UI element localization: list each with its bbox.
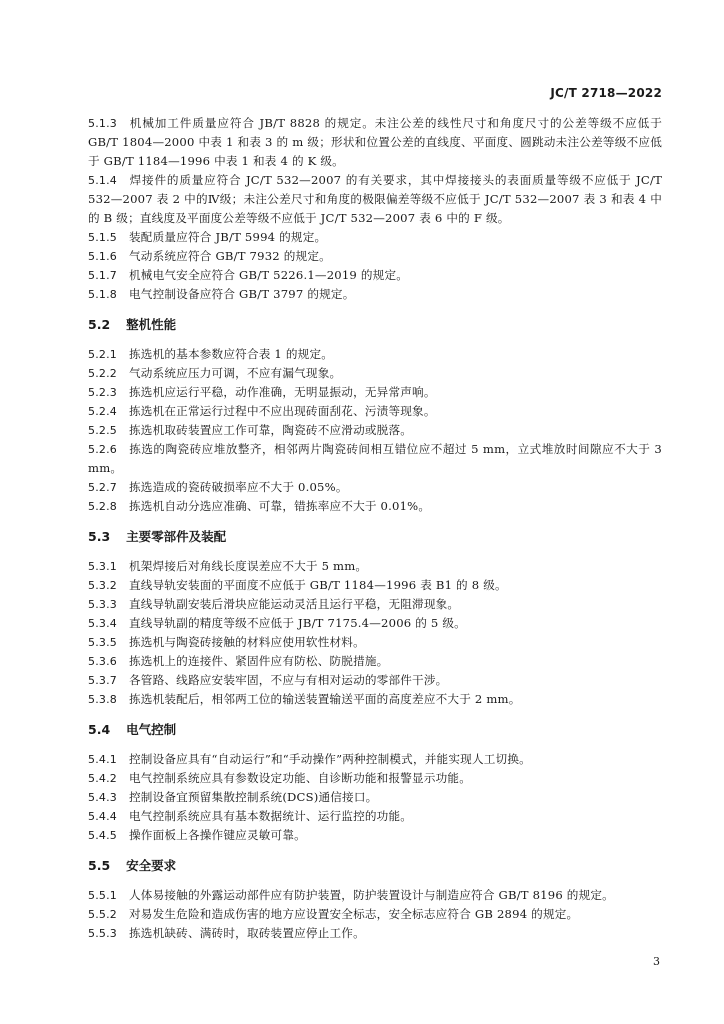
- clause: [88, 285, 662, 304]
- clause: [88, 440, 662, 478]
- clause: [88, 886, 662, 905]
- clause-text: 拣选机自动分选应准确、可靠，错拣率应不大于 0.01%。: [129, 499, 431, 513]
- clause-text: 各管路、线路应安装牢固，不应与有相对运动的零部件干涉。: [129, 673, 448, 687]
- clause: [88, 171, 662, 228]
- clause: [88, 228, 662, 247]
- section-title: 电气控制: [126, 722, 177, 737]
- clause: [88, 807, 662, 826]
- clause-number: 5.4.5: [88, 829, 117, 842]
- clause: [88, 247, 662, 266]
- clause: [88, 383, 662, 402]
- clause-text: 控制设备应具有“自动运行”和“手动操作”两种控制模式，并能实现人工切换。: [129, 752, 531, 766]
- clause: [88, 769, 662, 788]
- clause-number: 5.5.2: [88, 908, 117, 921]
- section-number: 5.3: [88, 529, 111, 544]
- clause-text: 拣选机上的连接件、紧固件应有防松、防脱措施。: [129, 654, 389, 668]
- section-number: 5.2: [88, 317, 111, 332]
- clause-number: 5.3.7: [88, 674, 117, 687]
- clause-text: 焊接件的质量应符合 JC/T 532—2007 的有关要求，其中焊接接头的表面质量等级不应低于 JC/T 532—2007 表 2 中的Ⅳ级；未注公差尺寸和角度的极限偏差等级不应低于 JC/T 532—2007 表 3 和表 4 中的 B 级；直线度及平面度公差等级不应低于 JC/T 532—2007 表 6 中的 F 级。: [88, 173, 662, 225]
- clause-text: 机架焊接后对角线长度误差应不大于 5 mm。: [129, 559, 368, 573]
- clause-text: 人体易接触的外露运动部件应有防护装置，防护装置设计与制造应符合 GB/T 8196 的规定。: [129, 888, 614, 902]
- clause-number: 5.3.6: [88, 655, 117, 668]
- clause: [88, 557, 662, 576]
- clause-text: 机械加工件质量应符合 JB/T 8828 的规定。未注公差的线性尺寸和角度尺寸的公差等级不应低于 GB/T 1804—2000 中表 1 和表 3 的 m 级；形状和位置公差的直线度、平面度、圆跳动未注公差等级不应低于 GB/T 1184—1996 中表 1 和表 4 的 K 级。: [88, 116, 662, 168]
- clause-number: 5.3.5: [88, 636, 117, 649]
- clause: [88, 576, 662, 595]
- clause-number: 5.1.5: [88, 231, 117, 244]
- clause-number: 5.4.3: [88, 791, 117, 804]
- clause-text: 电气控制系统应具有参数设定功能、自诊断功能和报警显示功能。: [129, 771, 472, 785]
- clause-number: 5.2.5: [88, 424, 117, 437]
- clause-text: 拣选机缺砖、满砖时，取砖装置应停止工作。: [129, 926, 365, 940]
- section-heading: [88, 527, 662, 546]
- clause-number: 5.2.2: [88, 367, 117, 380]
- clause-number: 5.3.4: [88, 617, 117, 630]
- clause: [88, 750, 662, 769]
- page-number: 3: [653, 955, 660, 968]
- clause-number: 5.3.2: [88, 579, 117, 592]
- clause: [88, 478, 662, 497]
- clause: [88, 114, 662, 171]
- clause-number: 5.3.1: [88, 560, 117, 573]
- clause-text: 拣选机取砖装置应工作可靠，陶瓷砖不应滑动或脱落。: [129, 423, 413, 437]
- clause: [88, 402, 662, 421]
- clause-text: 拣选造成的瓷砖破损率应不大于 0.05%。: [129, 480, 348, 494]
- clause-text: 电气控制设备应符合 GB/T 3797 的规定。: [129, 287, 355, 301]
- standard-code: JC/T 2718—2022: [550, 86, 662, 100]
- clause: [88, 345, 662, 364]
- clause-text: 气动系统应符合 GB/T 7932 的规定。: [129, 249, 331, 263]
- clause-number: 5.2.1: [88, 348, 117, 361]
- section-title: 整机性能: [126, 317, 177, 332]
- clause-number: 5.2.8: [88, 500, 117, 513]
- clause-number: 5.3.3: [88, 598, 117, 611]
- clause-number: 5.1.4: [88, 174, 117, 187]
- clause-number: 5.4.2: [88, 772, 117, 785]
- clause-text: 拣选机应运行平稳，动作准确，无明显振动，无异常声响。: [129, 385, 436, 399]
- section-number: 5.5: [88, 858, 111, 873]
- clause: [88, 364, 662, 383]
- clause: [88, 421, 662, 440]
- clause: [88, 671, 662, 690]
- clause-number: 5.2.6: [88, 443, 117, 456]
- clause-text: 拣选机的基本参数应符合表 1 的规定。: [129, 347, 334, 361]
- clause-number: 5.2.4: [88, 405, 117, 418]
- clause-number: 5.2.3: [88, 386, 117, 399]
- clause: [88, 614, 662, 633]
- clause: [88, 497, 662, 516]
- clause-text: 直线导轨副安装后滑块应能运动灵活且运行平稳，无阻滞现象。: [129, 597, 460, 611]
- clause-text: 机械电气安全应符合 GB/T 5226.1—2019 的规定。: [129, 268, 409, 282]
- clause-text: 拣选机与陶瓷砖接触的材料应使用软性材料。: [129, 635, 365, 649]
- section-heading: [88, 720, 662, 739]
- clause: [88, 652, 662, 671]
- clause: [88, 826, 662, 845]
- clause-text: 电气控制系统应具有基本数据统计、运行监控的功能。: [129, 809, 413, 823]
- clause-text: 操作面板上各操作键应灵敏可靠。: [129, 828, 306, 842]
- section-heading: [88, 315, 662, 334]
- clause-text: 直线导轨安装面的平面度不应低于 GB/T 1184—1996 表 B1 的 8 级。: [129, 578, 507, 592]
- clause-text: 拣选的陶瓷砖应堆放整齐，相邻两片陶瓷砖间相互错位应不超过 5 mm，立式堆放时间隙应不大于 3 mm。: [88, 442, 662, 475]
- section-title: 安全要求: [126, 858, 177, 873]
- clause-text: 拣选机装配后，相邻两工位的输送装置输送平面的高度差应不大于 2 mm。: [129, 692, 521, 706]
- clause: [88, 266, 662, 285]
- clause-number: 5.1.8: [88, 288, 117, 301]
- clause-text: 对易发生危险和造成伤害的地方应设置安全标志，安全标志应符合 GB 2894 的规定。: [129, 907, 579, 921]
- clause-number: 5.1.6: [88, 250, 117, 263]
- clause-number: 5.1.3: [88, 117, 117, 130]
- clause-number: 5.1.7: [88, 269, 117, 282]
- clause: [88, 595, 662, 614]
- clause-number: 5.3.8: [88, 693, 117, 706]
- clause: [88, 690, 662, 709]
- clause-text: 直线导轨副的精度等级不应低于 JB/T 7175.4—2006 的 5 级。: [129, 616, 466, 630]
- clause-number: 5.2.7: [88, 481, 117, 494]
- clause-number: 5.5.1: [88, 889, 117, 902]
- document-body: [88, 114, 662, 943]
- clause: [88, 788, 662, 807]
- clause-number: 5.4.1: [88, 753, 117, 766]
- clause-number: 5.5.3: [88, 927, 117, 940]
- section-title: 主要零部件及装配: [126, 529, 227, 544]
- clause-text: 控制设备宜预留集散控制系统(DCS)通信接口。: [129, 790, 378, 804]
- clause-text: 装配质量应符合 JB/T 5994 的规定。: [129, 230, 327, 244]
- clause-text: 拣选机在正常运行过程中不应出现砖面刮花、污渍等现象。: [129, 404, 436, 418]
- clause-text: 气动系统应压力可调，不应有漏气现象。: [129, 366, 342, 380]
- section-number: 5.4: [88, 722, 111, 737]
- clause-number: 5.4.4: [88, 810, 117, 823]
- section-heading: [88, 856, 662, 875]
- clause: [88, 905, 662, 924]
- clause: [88, 633, 662, 652]
- clause: [88, 924, 662, 943]
